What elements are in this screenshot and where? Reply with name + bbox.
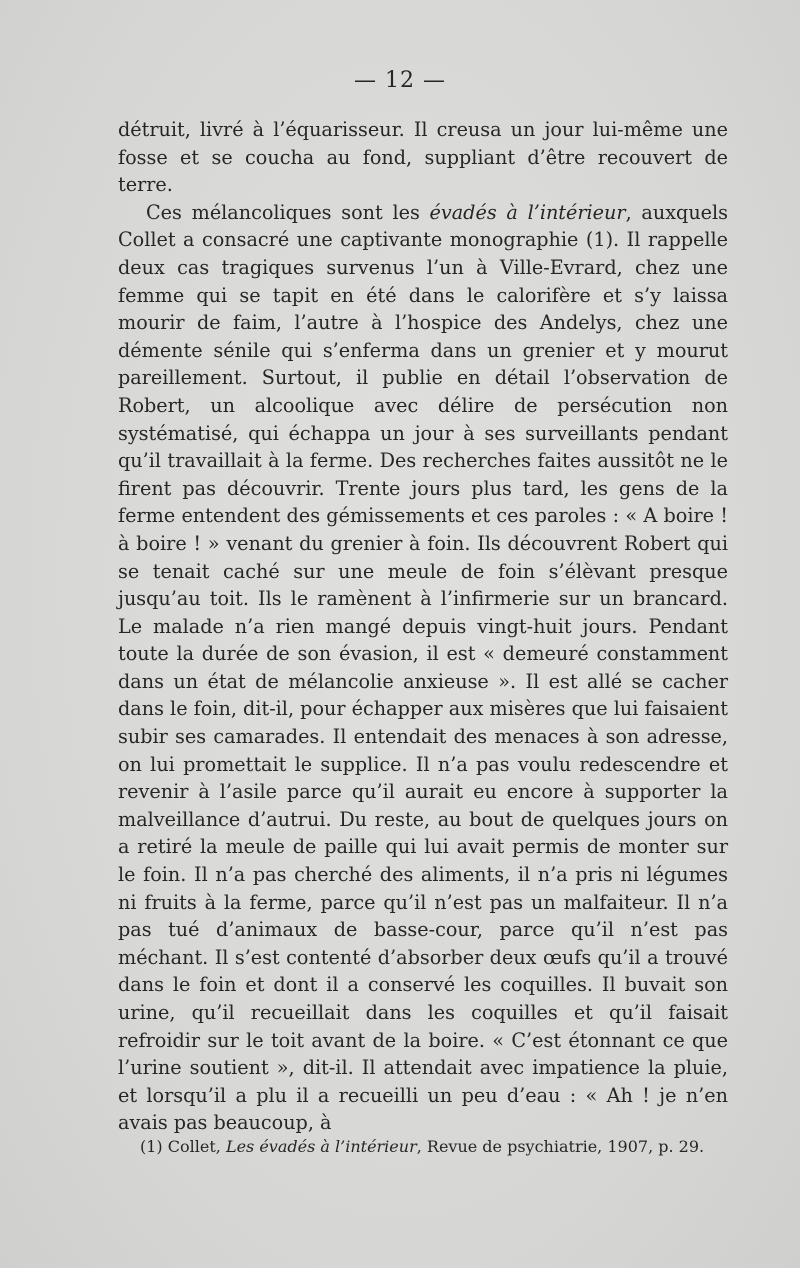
footnote [140,1136,740,1158]
footnote-marker: (1) [140,1137,168,1156]
page-number: — 12 — [354,68,446,93]
body-text [118,116,728,1137]
paragraph [118,116,728,199]
text-segment: , auxquels Collet a consacré une captivante monographie (1). Il rappelle deux cas tragiques survenus l’un à Ville-Evrard, chez une femme qui se tapit en été dans le calorifère et s’y laissa mourir de faim, l’autre à l’hospice des Andelys, chez une démente sénile qui s’enferma dans un grenier et y mourut pareillement. Surtout, il publie en détail l’observation de Robert, un alcoolique avec délire de persécution non systématisé, qui échappa un jour à ses surveillants pendant qu’il travaillait à la ferme. Des recherches faites aussitôt ne le firent pas découvrir. Trente jours plus tard, les gens de la ferme entendent des gémissements et ces paroles : « A boire ! à boire ! » venant du grenier à foin. Ils découvrent Robert qui se tenait caché sur une meule de foin s’élèvant presque jusqu’au toit. Ils le ramènent à l’infirmerie sur un brancard. Le malade n’a rien mangé depuis vingt-huit jours. Pendant toute la durée de son évasion, il est « demeuré constamment dans un état de mélancolie anxieuse ». Il est allé se cacher dans le foin, dit-il, pour échapper aux misères que lui faisaient subir ses camarades. Il entendait des menaces à son adresse, on lui promettait le supplice. Il n’a pas voulu redescendre et revenir à l’asile parce qu’il aurait eu encore à supporter la malveillance d’autrui. Du reste, au bout de quelques jours on a retiré la meule de paille qui lui avait permis de monter sur le foin. Il n’a pas cherché des aliments, il n’a pris ni légumes ni fruits à la ferme, parce qu’il n’est pas un malfaiteur. Il n’a pas tué d’animaux de basse-cour, parce qu’il n’est pas méchant. Il s’est contenté d’absorber deux œufs qu’il a trouvé dans le foin et dont il a conservé les coquilles. Il buvait son urine, qu’il recueillait dans les coquilles et qu’il faisait refroidir sur le toit avant de la boire. « C’est étonnant ce que l’urine soutient », dit-il. Il attendait avec impatience la pluie, et lorsqu’il a plu il a recueilli un peu d’eau : « Ah ! je n’en avais pas beaucoup, à [118,200,729,1135]
italic-text: évadés à l’intérieur [429,200,626,224]
footnote-title: Les évadés à l’intérieur [225,1137,417,1156]
footnote-author: Collet, [167,1137,226,1156]
paragraph [118,199,728,1137]
footnote-rest: , Revue de psychiatrie, 1907, p. 29. [416,1137,705,1156]
text-segment: détruit, livré à l’équarisseur. Il creusa un jour lui-même une fosse et se coucha au fond, suppliant d’être recouvert de terre. [118,118,728,197]
text-segment: Ces mélancoliques sont les [146,200,430,224]
